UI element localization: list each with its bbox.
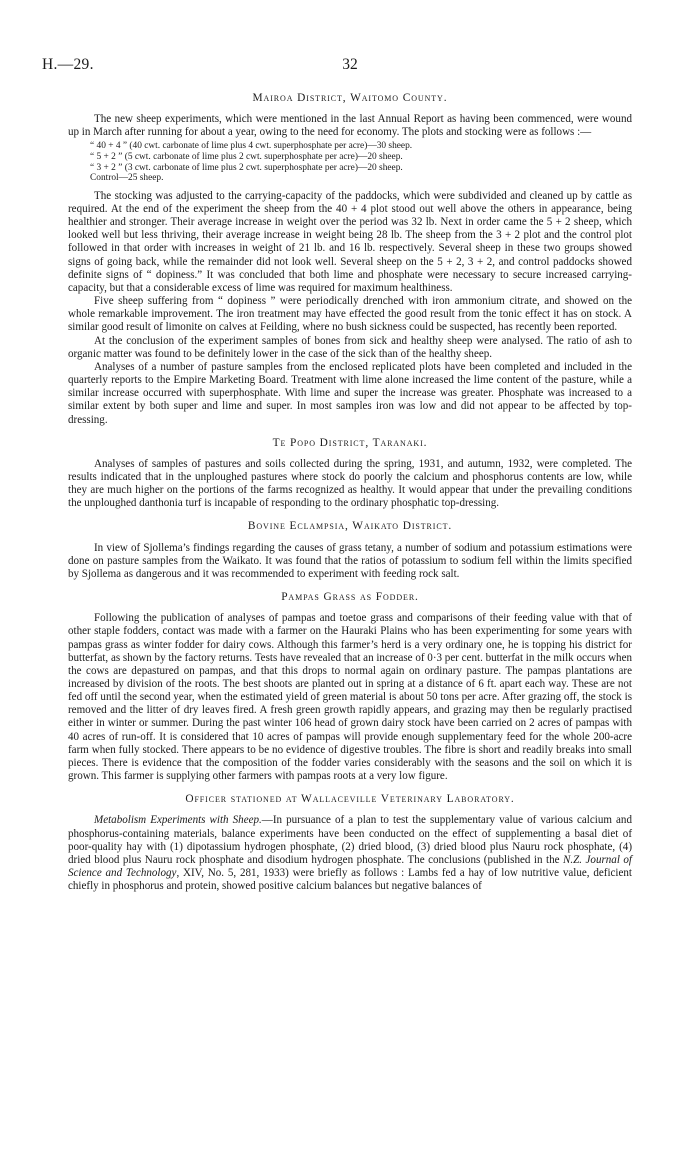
- section-heading-mairoa: Mairoa District, Waitomo County.: [252, 92, 448, 104]
- paragraph: Following the publication of analyses of pampas and toetoe grass and comparisons of their feeding value with that of other staple fodders, contact was made with a farmer on the Hauraki Plains who has been experimenting for some years with pampas grass as winter fodder for dairy cows. Although this farmer’s herd is a very ordinary one, he is topping his district for butterfat, as shown by the factory returns. Tests have revealed that an increase of 0·3 per cent. butterfat in the milk occurs when the cows are depastured on pampas, and that this drops to normal again on ordinary pasture. The pampas plantations are increased by division of the roots. The best shoots are planted out in spring at a distance of 6 ft. apart each way. These are not fed off until the second year, when the estimated yield of green material is about 50 tons per acre. After grazing off, the stock is removed and the litter of dry leaves fired. A fresh green growth rapidly appears, and grazing may then be regularly practised either in winter or summer. During the past winter 106 head of grown dairy stock have been carried on 2 acres of pampas with 40 acres of run-off. It is considered that 10 acres of pampas will provide enough supplementary feed for the whole 200-acre farm when fully stocked. There appears to be no evidence of digestive troubles. The fibre is short and readily breaks into small pieces. There is evidence that the composition of the fodder varies considerably with the seasons and the soil on which it is grown. This farmer is supplying other farmers with pampas roots at a very low figure.: [68, 612, 632, 783]
- paragraph: In view of Sjollema’s findings regarding the causes of grass tetany, a number of sodium and potassium estimations were done on pasture samples from the Waikato. It was found that the ratios of potassium to sodium fell within the limits specified by Sjollema as dangerous and it was recommended to experiment with feeding rock salt.: [68, 541, 632, 580]
- list-item: Control—25 sheep.: [90, 173, 164, 184]
- paragraph: At the conclusion of the experiment samples of bones from sick and healthy sheep were analysed. The ratio of ash to organic matter was found to be definitely lower in the case of the sick than of the healthy sheep.: [68, 334, 632, 360]
- paragraph: Analyses of a number of pasture samples from the enclosed replicated plots have been completed and included in the quarterly reports to the Empire Marketing Board. Treatment with lime alone increased the lime content of the pasture, while a similar increase occurred with superphosphate. With lime and super the increase was greater. Phosphate was increased to a similar extent by both super and lime and super. In most samples iron was low and did not appear to be affected by top-dressing.: [68, 360, 632, 426]
- paragraph: Analyses of samples of pastures and soils collected during the spring, 1931, and autumn, 1932, were completed. The results indicated that in the unploughed pastures where stock do poorly the calcium and phosphorus contents are low, while they are much higher on the portions of the farms recognized as healthy. It would appear that under the prevailing conditions the unploughed danthonia turf is incapable of responding to the ordinary phosphatic top-dressing.: [68, 457, 632, 510]
- list-item: “ 40 + 4 ” (40 cwt. carbonate of lime plus 4 cwt. superphosphate per acre)—30 sheep.: [90, 141, 413, 152]
- section-heading-te-popo: Te Popo District, Taranaki.: [272, 436, 428, 449]
- list-item: “ 3 + 2 ” (3 cwt. carbonate of lime plus 2 cwt. superphosphate per acre)—20 sheep.: [90, 162, 403, 173]
- page-number: 32: [342, 56, 358, 73]
- page-reference: H.—29.: [42, 56, 94, 73]
- paragraph: The stocking was adjusted to the carrying-capacity of the paddocks, which were subdivided and cleaned up by cattle as required. At the end of the experiment the sheep from the 40 + 4 plot stood out well above the others in appearance, being healthier and stronger. Their average increase in weight over the period was 32 lb. Next in order came the 5 + 2 sheep, which looked well but less thriving, their average increase in weight being 28 lb. The sheep from the 3 + 2 plot and the control plot followed in that order with increases in weight of 21 lb. and 16 lb. respectively. Several sheep in these two groups showed signs of going back, while the remainder did not look well. Several sheep on the 5 + 2, 3 + 2, and control paddocks showed definite signs of “ dopiness.” It was concluded that both lime and phosphate were necessary to secure increased carrying-capacity, but that a considerable excess of lime was required for maximum healthiness.: [68, 189, 632, 294]
- page-header: [42, 56, 658, 78]
- section-heading-pampas: Pampas Grass as Fodder.: [281, 591, 419, 604]
- paragraph-lead: Metabolism Experiments with Sheep.: [94, 814, 262, 827]
- section-heading-officer: Officer stationed at Wallaceville Veterinary Laboratory.: [185, 793, 515, 806]
- document-body: [68, 92, 632, 893]
- paragraph-text: —In pursuance of a plan to test the supplementary value of various calcium and phosphorus-containing materials, balance experiments have been conducted on the effect of supplementing a basal diet of poor-quality hay with (1) dipotassium hydrogen phosphate, (2) dried blood, (3) dried blood plus Nauru rock phosphate, (4) dried blood plus Nauru rock phosphate and disodium hydrogen phosphate. The conclusions (published in the: [68, 814, 632, 866]
- list-item: “ 5 + 2 ” (5 cwt. carbonate of lime plus 2 cwt. superphosphate per acre)—20 sheep.: [90, 152, 403, 163]
- paragraph-text: , XIV, No. 5, 281, 1933) were briefly as follows : Lambs fed a hay of low nutritive value, deficient chiefly in phosphorus and protein, showed positive calcium balances but negative balances of: [68, 867, 632, 893]
- section-heading-bovine-eclampsia: Bovine Eclampsia, Waikato District.: [247, 520, 453, 533]
- paragraph: The new sheep experiments, which were mentioned in the last Annual Report as having been commenced, were wound up in March after running for about a year, owing to the need for economy. The plots and stocking were as follows :—: [68, 113, 632, 139]
- paragraph: Five sheep suffering from “ dopiness ” were periodically drenched with iron ammonium citrate, and showed on the whole remarkable improvement. The iron treatment may have effected the good result from the tonic effect it has on stock. A similar good result of limonite on calves at Feilding, where no bush sickness could be suspected, has recently been reported.: [68, 295, 632, 334]
- journal-title: N.Z. Journal of Science and Technology: [68, 853, 632, 880]
- paragraph: [68, 814, 632, 893]
- plot-list: [90, 141, 632, 183]
